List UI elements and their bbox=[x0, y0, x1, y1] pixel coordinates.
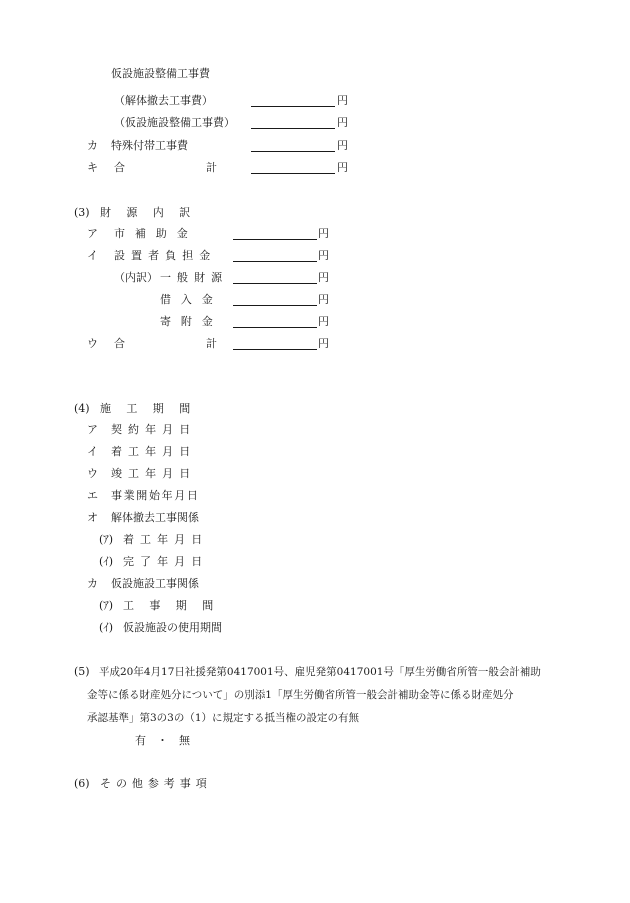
item-u-mark: ウ bbox=[87, 467, 98, 480]
temp-facility-use-period-label: 仮設施設の使用期間 bbox=[123, 621, 222, 634]
section3-title: 財源内訳 bbox=[100, 206, 206, 219]
contract-date-label: 契約年月日 bbox=[111, 423, 197, 436]
city-subsidy-label: 市補助金 bbox=[114, 227, 198, 240]
yen-unit: 円 bbox=[318, 293, 329, 306]
section3-number: (3) bbox=[74, 206, 90, 219]
mortgage-choice: 有 ・ 無 bbox=[135, 734, 190, 747]
temp-facility-cost-label: （仮設施設整備工事費） bbox=[114, 116, 235, 129]
work-period-label: 工事期間 bbox=[123, 599, 229, 612]
borrowing-label: 借入金 bbox=[160, 293, 223, 306]
yen-unit: 円 bbox=[318, 271, 329, 284]
demolition-cost-blank bbox=[251, 106, 335, 107]
yen-unit: 円 bbox=[318, 249, 329, 262]
owner-burden-blank bbox=[233, 261, 317, 262]
item-ka-mark: カ bbox=[87, 577, 98, 590]
section5-line1: 平成20年4月17日社援発第0417001号、雇児発第0417001号「厚生労働省所管一般会計補助 bbox=[99, 666, 541, 678]
demolition-work-label: 解体撤去工事関係 bbox=[111, 511, 199, 524]
item-e-mark: エ bbox=[87, 489, 98, 502]
borrowing-blank bbox=[233, 305, 317, 306]
total-label-b: 計 bbox=[206, 161, 217, 174]
demolition-start-label: 着工年月日 bbox=[123, 533, 209, 546]
section6-number: (6) bbox=[74, 777, 90, 790]
section4-title: 施工期間 bbox=[100, 402, 206, 415]
item-ki-mark: キ bbox=[87, 161, 98, 174]
yen-unit: 円 bbox=[337, 94, 348, 107]
city-subsidy-blank bbox=[233, 239, 317, 240]
yen-unit: 円 bbox=[337, 139, 348, 152]
donation-label: 寄附金 bbox=[160, 315, 223, 328]
funds-total-label-a: 合 bbox=[114, 337, 125, 350]
general-funds-blank bbox=[233, 283, 317, 284]
yen-unit: 円 bbox=[337, 161, 348, 174]
business-start-date-label: 事業開始年月日 bbox=[111, 489, 200, 502]
section2-title: 仮設施設整備工事費 bbox=[111, 67, 210, 80]
section6-title: その他参考事項 bbox=[100, 777, 212, 790]
breakdown-prefix: （内訳） bbox=[114, 271, 158, 284]
yen-unit: 円 bbox=[318, 227, 329, 240]
yen-unit: 円 bbox=[337, 116, 348, 129]
total-label-a: 合 bbox=[114, 161, 125, 174]
yen-unit: 円 bbox=[318, 315, 329, 328]
section4-number: (4) bbox=[74, 402, 90, 415]
sub-a-mark: (ｱ) bbox=[99, 599, 114, 612]
demolition-end-label: 完了年月日 bbox=[123, 555, 209, 568]
item-o-mark: オ bbox=[87, 511, 98, 524]
funds-total-blank bbox=[233, 349, 317, 350]
owner-burden-label: 設置者負担金 bbox=[114, 249, 217, 262]
item-u-mark: ウ bbox=[87, 337, 98, 350]
total-blank bbox=[251, 173, 335, 174]
donation-blank bbox=[233, 327, 317, 328]
item-i-mark: イ bbox=[87, 249, 98, 262]
general-funds-label: 一般財源 bbox=[160, 271, 229, 284]
sub-i-mark: (ｲ) bbox=[99, 621, 114, 634]
item-a-mark: ア bbox=[87, 423, 98, 436]
funds-total-label-b: 計 bbox=[206, 337, 217, 350]
section5-line2: 金等に係る財産処分について」の別添1「厚生労働省所管一般会計補助金等に係る財産処分 bbox=[87, 689, 514, 701]
sub-a-mark: (ｱ) bbox=[99, 533, 114, 546]
yen-unit: 円 bbox=[318, 337, 329, 350]
section5-number: (5) bbox=[74, 665, 90, 678]
temp-facility-work-label: 仮設施設工事関係 bbox=[111, 577, 199, 590]
temp-facility-cost-blank bbox=[251, 128, 335, 129]
start-date-label: 着工年月日 bbox=[111, 445, 197, 458]
item-i-mark: イ bbox=[87, 445, 98, 458]
special-work-cost-label: 特殊付帯工事費 bbox=[111, 139, 188, 152]
item-ka-mark: カ bbox=[87, 139, 98, 152]
demolition-cost-label: （解体撤去工事費） bbox=[114, 94, 213, 107]
section5-line3: 承認基準」第3の3の（1）に規定する抵当権の設定の有無 bbox=[87, 712, 360, 724]
sub-i-mark: (ｲ) bbox=[99, 555, 114, 568]
special-work-cost-blank bbox=[251, 151, 335, 152]
item-a-mark: ア bbox=[87, 227, 98, 240]
completion-date-label: 竣工年月日 bbox=[111, 467, 197, 480]
